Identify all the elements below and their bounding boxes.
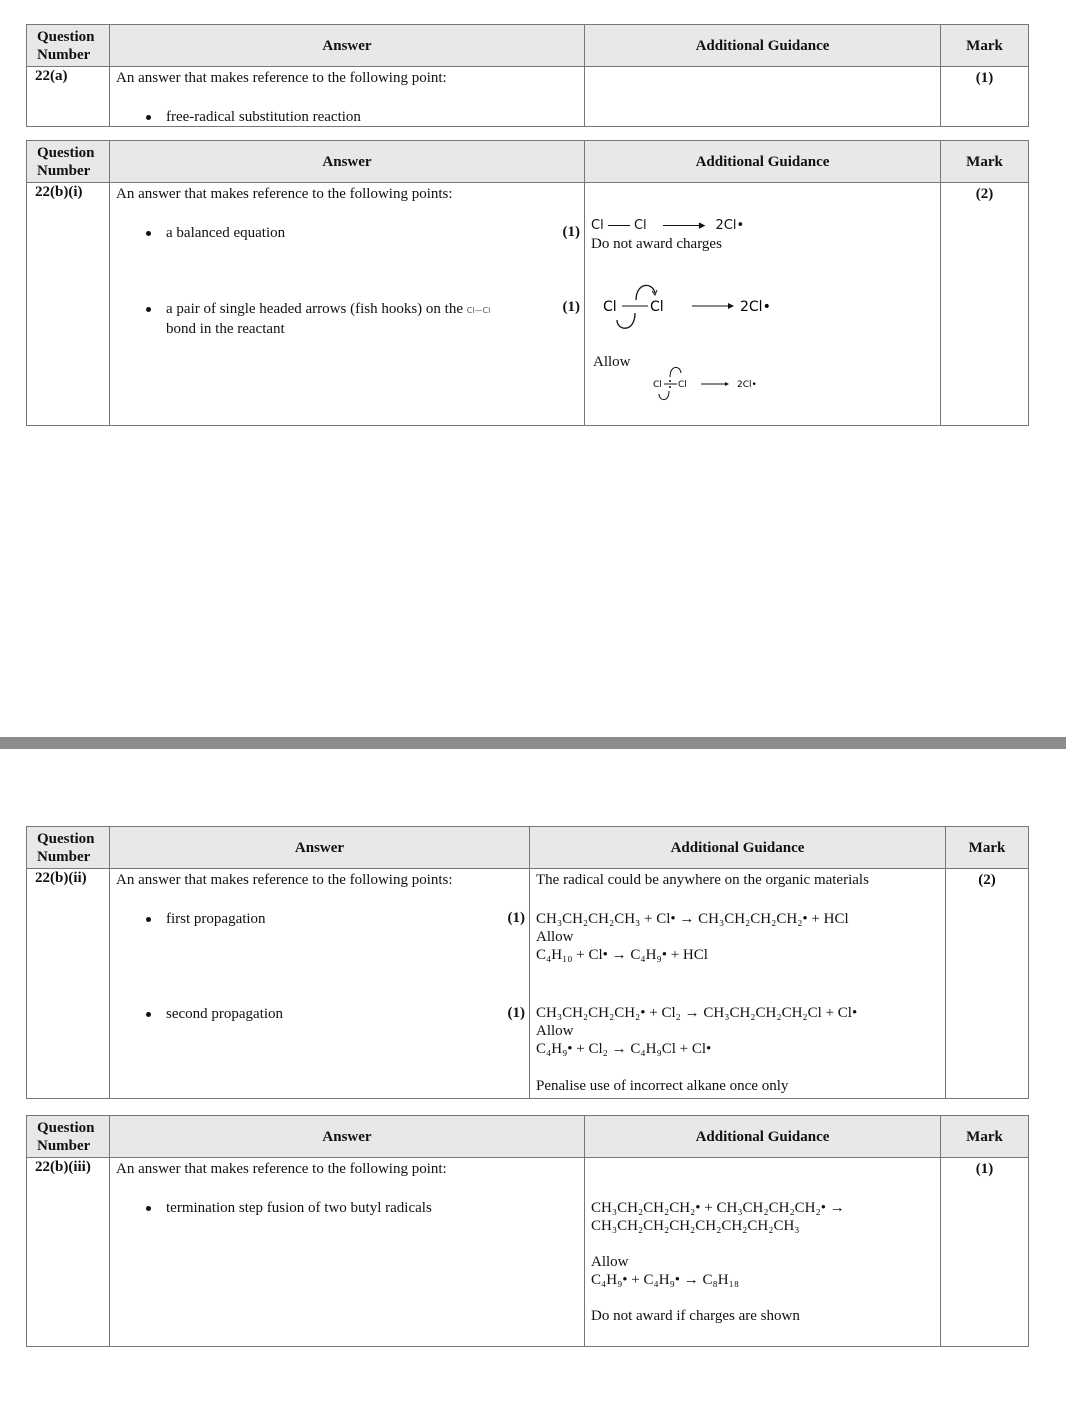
fish-hook-diagram-allow: [645, 357, 785, 407]
guidance-equation: C₄H₉• + Cl₂ → C₄H₉Cl + Cl•: [536, 1041, 712, 1057]
svg-text:2Cl•: 2Cl•: [740, 299, 771, 315]
point-mark: (1): [507, 1005, 525, 1021]
guidance-equation: CH₃CH₂CH₂CH₃ + Cl• → CH₃CH₂CH₂CH₂• + HCl: [536, 911, 849, 927]
header-answer: Answer: [110, 141, 585, 183]
answer-bullet: [116, 224, 578, 242]
no-charges-note: Do not award if charges are shown: [591, 1308, 800, 1324]
guidance-cell: [585, 1158, 941, 1347]
guidance-cell: [585, 183, 941, 426]
allow-label: Allow: [591, 1254, 629, 1270]
guidance-cell: [530, 869, 946, 1099]
svg-text:2Cl•: 2Cl•: [737, 380, 757, 390]
header-answer: Answer: [110, 827, 530, 869]
header-mark: Mark: [941, 141, 1029, 183]
header-answer: Answer: [110, 1116, 585, 1158]
header-mark: Mark: [946, 827, 1029, 869]
answer-bullet: second propagation: [116, 1005, 523, 1023]
question-number: 22(b)(ii): [27, 869, 110, 1099]
question-number: 22(a): [27, 67, 110, 127]
equation-cl2: Cl Cl ▸ 2Cl•: [591, 218, 745, 233]
guidance-cell: [585, 67, 941, 127]
mark-value: (1): [941, 67, 1029, 127]
point-mark: (1): [562, 224, 580, 240]
allow-label: Allow: [536, 1023, 574, 1039]
answer-bullet: [116, 300, 578, 338]
table-22bi: [26, 140, 1029, 426]
atom: Cl: [633, 218, 647, 233]
bond: [608, 225, 630, 226]
table-22bii: [26, 826, 1029, 1099]
header-guidance: Additional Guidance: [585, 25, 941, 67]
guidance-equation: C₄H₁₀ + Cl• → C₄H₉• + HCl: [536, 947, 708, 963]
header-mark: Mark: [941, 25, 1029, 67]
fish-hook-diagram: [595, 275, 795, 337]
answer-cell: [110, 183, 585, 426]
header-question-number: Question Number: [27, 141, 110, 183]
no-charges-note: Do not award charges: [591, 236, 722, 252]
header-question-number: Question Number: [27, 1116, 110, 1158]
answer-bullet: termination step fusion of two butyl radicals: [116, 1199, 578, 1217]
header-question-number: Question Number: [27, 25, 110, 67]
answer-bullet: first propagation: [116, 910, 523, 928]
point-mark: (1): [507, 910, 525, 926]
guidance-equation: CH₃CH₂CH₂CH₂• + Cl₂ → CH₃CH₂CH₂CH₂Cl + Cl•: [536, 1005, 858, 1021]
guidance-intro: The radical could be anywhere on the organic materials: [536, 872, 869, 888]
header-question-number: Question Number: [27, 827, 110, 869]
atom: Cl: [591, 218, 604, 233]
page-divider: [0, 737, 1066, 749]
product: 2Cl•: [715, 218, 745, 233]
answer-cell: [110, 1158, 585, 1347]
bullet-text: a pair of single headed arrows (fish hooks) on the: [166, 301, 463, 317]
answer-lead: An answer that makes reference to the following point:: [116, 1161, 447, 1177]
answer-cell: [110, 67, 585, 127]
answer-cell: [110, 869, 530, 1099]
question-number: 22(b)(i): [27, 183, 110, 426]
header-guidance: Additional Guidance: [585, 1116, 941, 1158]
allow-label: Allow: [536, 929, 574, 945]
question-number: 22(b)(iii): [27, 1158, 110, 1347]
answer-lead: An answer that makes reference to the following points:: [116, 186, 453, 202]
bullet-text: a balanced equation: [166, 225, 286, 241]
table-22biii: [26, 1115, 1029, 1347]
guidance-equation: CH₃CH₂CH₂CH₂CH₂CH₂CH₂CH₃: [591, 1218, 800, 1234]
point-mark: (1): [562, 299, 580, 315]
header-mark: Mark: [941, 1116, 1029, 1158]
penalise-note: Penalise use of incorrect alkane once only: [536, 1078, 789, 1094]
table-22a: [26, 24, 1029, 127]
bullet-text: bond in the reactant: [166, 321, 285, 337]
cl-cl-inline: Cl—Cl: [466, 306, 491, 315]
svg-text:Cl: Cl: [678, 380, 687, 390]
header-guidance: Additional Guidance: [585, 141, 941, 183]
svg-text:Cl: Cl: [653, 380, 662, 390]
header-answer: Answer: [110, 25, 585, 67]
allow-label: Allow: [593, 354, 631, 370]
mark-value: (2): [941, 183, 1029, 426]
answer-lead: An answer that makes reference to the following point:: [116, 70, 447, 86]
header-guidance: Additional Guidance: [530, 827, 946, 869]
svg-text:Cl: Cl: [650, 299, 664, 315]
guidance-equation: C₄H₉• + C₄H₉• → C₈H₁₈: [591, 1272, 740, 1288]
mark-value: (2): [946, 869, 1029, 1099]
answer-bullet: free-radical substitution reaction: [116, 108, 578, 126]
arrow-icon: [663, 225, 699, 226]
mark-value: (1): [941, 1158, 1029, 1347]
guidance-equation: CH₃CH₂CH₂CH₂• + CH₃CH₂CH₂CH₂• →: [591, 1200, 845, 1216]
svg-text:Cl: Cl: [603, 299, 617, 315]
answer-lead: An answer that makes reference to the following points:: [116, 872, 453, 888]
